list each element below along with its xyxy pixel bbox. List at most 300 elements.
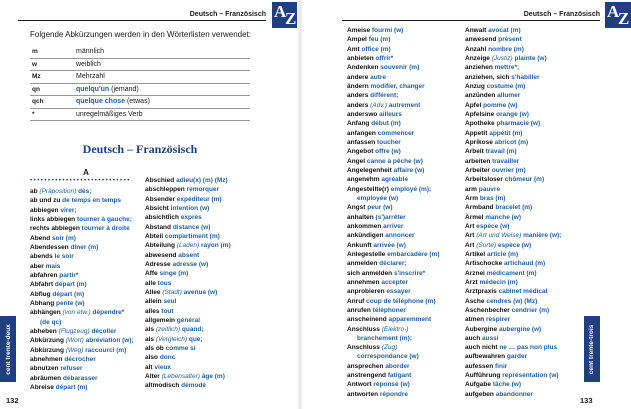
abbreviation-gloss: (etwas) <box>125 98 150 106</box>
dictionary-entry <box>30 206 142 215</box>
german-word: Angebot <box>347 148 374 156</box>
french-translation: tous <box>157 279 172 287</box>
german-word: Artischocke <box>465 260 503 268</box>
german-word: abends <box>30 253 53 261</box>
french-translation: branchement (m); <box>357 334 412 342</box>
dictionary-entry <box>145 344 262 353</box>
dictionary-entry <box>347 306 459 315</box>
dictionary-entry <box>465 26 581 35</box>
french-translation: départ (m) <box>54 281 87 289</box>
abbreviation-german: unregelmäßiges Verb <box>76 110 143 118</box>
french-translation: cabinet médical <box>498 288 548 296</box>
dictionary-entry <box>465 297 581 306</box>
dictionary-entry <box>347 45 459 54</box>
dictionary-entry <box>465 166 581 175</box>
dictionary-entry <box>145 269 262 278</box>
word-column <box>145 176 262 391</box>
german-word: Anruf <box>347 297 365 305</box>
french-translation: général <box>176 316 200 324</box>
abbreviation-german: weiblich <box>76 60 101 68</box>
french-translation: orange (w) <box>496 110 529 118</box>
french-translation: débarasser <box>62 374 98 382</box>
dictionary-entry <box>347 278 459 287</box>
dictionary-entry <box>30 336 142 345</box>
german-word: links abbiegen <box>30 215 76 223</box>
dictionary-entry <box>465 110 581 119</box>
dictionary-entry <box>347 297 459 306</box>
german-word: aufbewahren <box>465 353 506 361</box>
french-translation: espèce (w) <box>476 222 510 230</box>
french-translation: pomme (w) <box>483 101 518 109</box>
french-translation: dépendre* <box>92 309 125 317</box>
german-word: Ameise <box>347 27 371 34</box>
dictionary-entry <box>347 203 459 212</box>
side-tab <box>0 316 16 382</box>
header-label: Deutsch – Französisch <box>523 11 600 18</box>
german-word: Abreise <box>30 383 54 391</box>
word-column <box>347 26 459 399</box>
dictionary-entry <box>347 129 459 138</box>
german-word: aber <box>30 262 44 270</box>
german-word: Ärmel <box>465 213 484 221</box>
german-word: als ob <box>145 344 164 352</box>
french-translation: départ (m) <box>52 290 85 298</box>
french-translation: adieu(x) (m) (Mz) <box>176 177 228 184</box>
dictionary-entry <box>465 380 581 389</box>
abbreviation-meaning <box>74 96 250 109</box>
german-word: Angestellte(r) <box>347 185 389 193</box>
german-word: arbeiten <box>465 157 491 165</box>
dictionary-entry <box>145 185 262 194</box>
german-word: ab und zu <box>30 197 61 205</box>
dictionary-entry <box>30 280 142 289</box>
french-translation: déclarer; <box>379 260 407 268</box>
french-translation: offre (w) <box>375 148 401 156</box>
dictionary-entry <box>465 73 581 82</box>
usage-note: (Stadt) <box>162 288 182 296</box>
usage-note: (Vergleich) <box>155 335 188 343</box>
dictionary-entry <box>347 73 459 82</box>
french-translation: tout <box>161 307 174 315</box>
dictionary-entry <box>465 241 581 250</box>
side-tab-label: cent trente-trois <box>588 324 596 374</box>
french-translation: expéditeur (m) <box>176 195 222 203</box>
german-word: atmen <box>465 316 485 324</box>
german-word: antworten <box>347 390 379 398</box>
german-word: Armband <box>465 204 494 212</box>
german-word: anbieten <box>347 54 374 62</box>
dictionary-entry <box>145 335 262 344</box>
dictionary-entry <box>465 147 581 156</box>
german-word: abschleppen <box>145 186 185 194</box>
french-translation: autre <box>370 73 387 81</box>
german-word: als <box>145 326 155 334</box>
usage-note: (Justiz) <box>491 54 513 62</box>
dictionary-entry <box>347 325 459 334</box>
german-word: Anfang <box>347 120 370 128</box>
dictionary-entry <box>347 175 459 184</box>
german-word: Abstand <box>145 223 171 231</box>
dictionary-entry <box>465 63 581 72</box>
word-column <box>465 26 581 399</box>
french-translation: donc <box>159 354 176 362</box>
abbreviations-table <box>30 46 250 121</box>
dictionary-entry <box>347 343 459 352</box>
dictionary-entry <box>465 91 581 100</box>
abbreviation-row <box>30 108 250 121</box>
french-translation: article (m) <box>487 250 519 258</box>
french-translation: arrivée (w) <box>373 241 406 249</box>
dictionary-entry <box>347 371 459 380</box>
dictionary-entry <box>465 362 581 371</box>
german-word: Aprikose <box>465 138 493 146</box>
german-word: Absender <box>145 195 175 203</box>
german-word: Aschenbecher <box>465 306 510 314</box>
french-translation: respirer <box>485 316 511 324</box>
dictionary-entry <box>30 187 142 196</box>
dictionary-entry <box>347 334 459 343</box>
section-title: Deutsch – Französisch <box>82 142 198 156</box>
usage-note: (Elektro-) <box>381 325 409 333</box>
french-translation: virer; <box>60 206 77 214</box>
french-translation: (s')arrêter <box>375 213 406 221</box>
german-word: allgemein <box>145 316 175 324</box>
french-translation: modifier, changer <box>370 82 425 90</box>
french-translation: nombre (m) <box>488 45 524 53</box>
french-translation: cendrier (m) <box>511 306 550 314</box>
german-word: anziehen <box>465 64 493 72</box>
french-translation: rayon (m) <box>201 242 231 250</box>
french-translation: que; <box>188 335 203 343</box>
dictionary-entry <box>465 213 581 222</box>
dictionary-entry <box>347 362 459 371</box>
french-translation: fourmi (w) <box>371 27 404 34</box>
german-word: Apfelsine <box>465 110 495 118</box>
german-word: Arm <box>465 194 479 202</box>
dictionary-entry <box>347 110 459 119</box>
usage-note: (Laden) <box>176 242 200 250</box>
german-word: Art <box>465 241 475 249</box>
usage-note: (zeitlich) <box>155 326 181 334</box>
abbreviation-german: Mehrzahl <box>76 73 105 81</box>
french-translation: agréable <box>381 176 409 184</box>
german-word: abnutzen <box>30 365 59 373</box>
dictionary-entry <box>347 119 459 128</box>
german-word: aufgeben <box>465 390 494 398</box>
french-translation: fatigant <box>387 372 412 380</box>
french-translation: arriver <box>383 222 404 230</box>
german-word: Abfahrt <box>30 281 54 289</box>
dictionary-entry <box>347 315 459 324</box>
french-translation: début (m) <box>371 120 401 128</box>
german-word: Art <box>465 222 475 230</box>
abbreviation-meaning <box>74 83 250 96</box>
dictionary-entry <box>465 222 581 231</box>
german-word: Abteilung <box>145 242 175 250</box>
french-translation: répondre <box>379 390 409 398</box>
german-word: Absicht <box>145 204 169 212</box>
french-translation: ailleurs <box>379 110 402 118</box>
german-word: Anzug <box>465 82 485 90</box>
abbreviation-german: männlich <box>76 48 105 56</box>
german-word: annehmen <box>347 278 380 286</box>
dictionary-entry <box>347 222 459 231</box>
abbreviation-meaning <box>74 71 250 84</box>
french-translation: essayer <box>386 288 411 296</box>
french-translation: costume (m) <box>486 82 526 90</box>
german-word: abwesend <box>145 251 177 259</box>
dictionary-entry <box>30 299 142 308</box>
dictionary-entry <box>465 138 581 147</box>
french-translation: office (m) <box>361 45 391 53</box>
dictionary-entry <box>465 129 581 138</box>
german-word: Art <box>465 232 475 240</box>
dictionary-entry <box>30 374 142 383</box>
french-translation: mettre*; <box>494 64 520 72</box>
french-translation: tâche (w) <box>492 381 521 389</box>
header-label: Deutsch – Französisch <box>189 11 266 18</box>
dictionary-entry <box>347 213 459 222</box>
dictionary-entry <box>347 54 459 63</box>
usage-note: (von etw.) <box>62 309 91 317</box>
german-word: Apfel <box>465 101 482 109</box>
dictionary-entry <box>465 175 581 184</box>
french-translation: canne à pêche (w) <box>366 157 423 165</box>
dictionary-entry <box>145 353 262 362</box>
german-word: Alter <box>145 372 160 380</box>
french-translation: chômeur (m) <box>504 176 545 184</box>
french-translation: toucher <box>377 138 401 146</box>
german-word: Angst <box>347 204 366 212</box>
french-translation: manche (w) <box>485 213 522 221</box>
french-translation: pharmacie (w) <box>496 120 541 128</box>
dictionary-entry <box>30 224 142 233</box>
german-word: Abschied <box>145 177 175 184</box>
dictionary-entry <box>465 325 581 334</box>
dictionary-entry <box>465 371 581 380</box>
german-word: abbiegen <box>30 206 59 214</box>
abbreviation-meaning <box>74 108 250 121</box>
german-word: anfangen <box>347 129 376 137</box>
dictionary-entry <box>465 343 581 352</box>
german-word: alles <box>145 307 160 315</box>
abbreviation-french: quelqu'un <box>76 85 110 93</box>
side-tab-label: cent trente-deux <box>4 323 12 375</box>
german-word: ankommen <box>347 222 382 230</box>
az-logo-icon: A Z <box>607 2 630 28</box>
dictionary-entry <box>30 308 142 317</box>
french-translation: employée (w) <box>357 194 399 202</box>
german-word: Arzt <box>465 278 478 286</box>
german-word: altmodisch <box>145 382 180 390</box>
french-translation: dès; <box>78 188 92 195</box>
french-translation: bras (m) <box>479 194 506 202</box>
dictionary-entry <box>347 250 459 259</box>
french-translation: avocat (m) <box>488 27 521 34</box>
dictionary-entry <box>30 383 142 392</box>
dictionary-entry <box>465 352 581 361</box>
french-translation: démodé <box>181 382 207 390</box>
french-translation: correspondance (w) <box>357 353 419 361</box>
german-word: alle <box>145 279 156 287</box>
dictionary-entry <box>30 271 142 280</box>
abbreviation-meaning <box>74 58 250 71</box>
german-word: ändern <box>347 82 369 90</box>
dictionary-entry <box>465 45 581 54</box>
abbreviation-french: quelque chose <box>76 98 126 106</box>
french-translation: feu (m) <box>368 36 391 44</box>
french-translation: manière (w); <box>523 232 562 240</box>
french-translation: décoller <box>91 327 117 335</box>
french-translation: apparemment <box>388 316 432 324</box>
dictionary-entry <box>465 119 581 128</box>
dictionary-entry <box>465 259 581 268</box>
french-translation: seul <box>163 298 177 306</box>
german-word: Ampel <box>347 36 367 44</box>
french-translation: décrocher <box>64 355 96 363</box>
german-word: ansprechen <box>347 362 384 370</box>
german-word: Abend <box>30 234 51 242</box>
german-word: Aubergine <box>465 325 498 333</box>
abbreviation-row <box>30 58 250 71</box>
dictionary-entry <box>30 364 142 373</box>
dictionary-entry <box>465 278 581 287</box>
german-word: anscheinend <box>347 316 387 324</box>
german-word: auch <box>465 334 481 342</box>
french-translation: réponse (w) <box>373 381 410 389</box>
french-translation: différent; <box>370 92 399 100</box>
german-word: anderswo <box>347 110 378 118</box>
dictionary-entry <box>465 334 581 343</box>
french-translation: offrir* <box>375 54 394 62</box>
abbreviation-meaning <box>74 46 250 58</box>
french-translation: remorquer <box>186 186 220 194</box>
usage-note: (Flugzeug) <box>58 327 90 335</box>
german-word: also <box>145 354 159 362</box>
page-number: 133 <box>580 396 593 405</box>
german-word: abfahren <box>30 271 58 279</box>
german-word: Abflug <box>30 290 51 298</box>
german-word: absichtlich <box>145 214 179 222</box>
german-word: Andenken <box>347 64 379 72</box>
german-word: sich anmelden <box>347 269 393 277</box>
german-word: Abkürzung <box>30 346 64 354</box>
dictionary-entry <box>465 194 581 203</box>
french-translation: travail (m) <box>485 148 517 156</box>
french-translation: pauvre <box>478 185 501 193</box>
dictionary-entry <box>145 381 262 390</box>
dictionary-entry <box>465 390 581 399</box>
german-word: Asche <box>465 297 485 305</box>
french-translation: abréviation (w); <box>85 337 134 345</box>
french-translation: autrement <box>388 101 421 109</box>
french-translation: artichaud (m) <box>504 260 546 268</box>
abbreviation-key: qch <box>30 96 74 109</box>
dictionary-entry <box>30 290 142 299</box>
german-word: anders <box>347 101 369 109</box>
abbreviation-row <box>30 96 250 109</box>
dictionary-entry <box>465 54 581 63</box>
german-word: Arbeit <box>465 148 484 156</box>
dictionary-entry <box>465 231 581 240</box>
german-word: Appetit <box>465 129 488 137</box>
french-translation: travailler <box>492 157 520 165</box>
french-translation: bracelet (m) <box>495 204 533 212</box>
german-word: anzünden <box>465 92 496 100</box>
german-word: alt <box>145 363 153 371</box>
dictionary-entry <box>347 35 459 44</box>
german-word: Anschluss <box>347 325 380 333</box>
dictionary-entry <box>145 223 262 232</box>
dictionary-entry <box>145 213 262 222</box>
header-rule <box>342 20 600 21</box>
german-word: allein <box>145 298 162 306</box>
french-translation: appétit (m) <box>489 129 523 137</box>
french-translation: tourner à droite <box>81 225 130 233</box>
right-page <box>300 0 630 409</box>
french-translation: aubergine (w) <box>498 325 542 333</box>
dictionary-entry <box>30 243 142 252</box>
left-page <box>0 0 300 409</box>
french-translation: mais <box>45 262 61 270</box>
letter-heading: A <box>83 168 89 177</box>
dictionary-entry <box>30 252 142 261</box>
german-word: Allee <box>145 288 161 296</box>
german-word: andere <box>347 73 369 81</box>
french-translation: ne … pas non plus <box>499 344 558 352</box>
french-translation: peur (w) <box>367 204 393 212</box>
french-translation: s'inscrire* <box>393 269 426 277</box>
dictionary-entry <box>347 287 459 296</box>
french-translation: annoncer <box>385 232 415 240</box>
dictionary-entry <box>465 185 581 194</box>
dictionary-entry <box>347 166 459 175</box>
french-translation: allumer <box>497 92 521 100</box>
german-word: Anschluss <box>347 344 380 352</box>
french-translation: abricot (m) <box>494 138 529 146</box>
abbreviation-row <box>30 46 250 58</box>
french-translation: abandonner <box>495 390 533 398</box>
german-word: ab <box>30 188 38 195</box>
dictionary-entry <box>347 231 459 240</box>
french-translation: souvenir (m) <box>380 64 420 72</box>
french-translation: compartiment (m) <box>164 232 220 240</box>
dotted-divider: •••••••••••••••••••••••••••• <box>30 178 131 184</box>
german-word: ankündigen <box>347 232 384 240</box>
german-word: anstrengend <box>347 372 387 380</box>
dictionary-entry <box>30 318 142 327</box>
german-word: als <box>145 335 155 343</box>
dictionary-entry <box>145 176 262 185</box>
dictionary-entry <box>145 241 262 250</box>
dictionary-entry <box>465 203 581 212</box>
german-word: Abhang <box>30 299 55 307</box>
abbreviation-key: qn <box>30 83 74 96</box>
german-word: Angelegenheit <box>347 166 392 174</box>
usage-note: (Weg) <box>65 346 84 354</box>
french-translation: intention (w) <box>170 204 210 212</box>
german-word: Arztpraxis <box>465 288 497 296</box>
french-translation: adresse (w) <box>172 260 209 268</box>
dictionary-entry <box>145 195 262 204</box>
french-translation: raccourci (m) <box>85 346 127 354</box>
dictionary-entry <box>145 325 262 334</box>
german-word: Arbeitsloser <box>465 176 503 184</box>
german-word: Antwort <box>347 381 372 389</box>
french-translation: affaire (w) <box>393 166 425 174</box>
german-word: arm <box>465 185 477 193</box>
german-word: Abendessen <box>30 243 69 251</box>
